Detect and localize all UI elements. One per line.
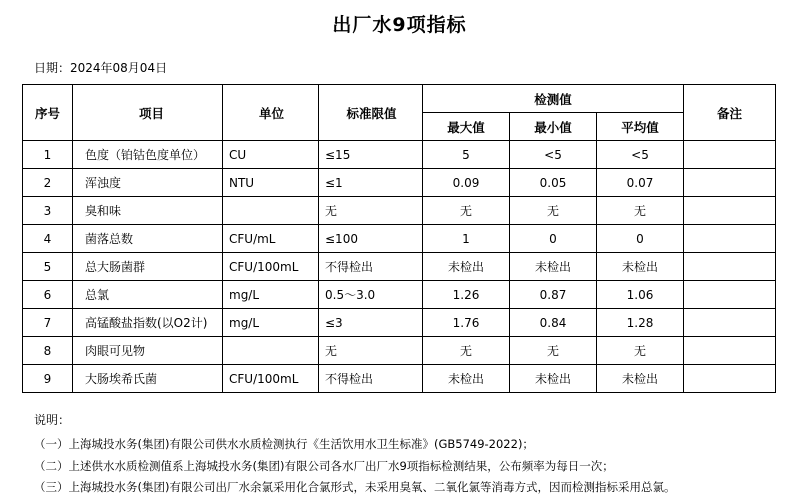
cell-limit: 0.5～3.0 [319,281,423,309]
document-page [0,10,799,501]
cell-remark [684,141,776,169]
header-measured-group: 检测值 [423,85,684,113]
cell-max: 0.09 [423,169,510,197]
table-row [23,365,776,393]
table-row [23,169,776,197]
cell-item: 臭和味 [73,197,223,225]
cell-seq: 6 [23,281,73,309]
cell-avg: 0 [597,225,684,253]
cell-remark [684,365,776,393]
note-line-2: （二）上述供水水质检测值系上海城投水务(集团)有限公司各水厂出厂水9项指标检测结果，公布频率为每日一次； [34,458,614,473]
cell-avg: <5 [597,141,684,169]
cell-min: 0.05 [510,169,597,197]
header-max: 最大值 [423,113,510,141]
note-line-1: （一）上海城投水务(集团)有限公司供水水质检测执行《生活饮用水卫生标准》(GB5749-2022)； [34,436,534,451]
cell-seq: 5 [23,253,73,281]
cell-min: 无 [510,337,597,365]
cell-seq: 3 [23,197,73,225]
table-header [23,85,776,141]
cell-max: 1.26 [423,281,510,309]
page-title: 出厂水9项指标 [332,14,467,36]
cell-avg: 0.07 [597,169,684,197]
header-remark: 备注 [684,85,776,141]
cell-limit: 不得检出 [319,253,423,281]
cell-avg: 1.28 [597,309,684,337]
cell-min: 未检出 [510,365,597,393]
table-row [23,253,776,281]
cell-max: 无 [423,197,510,225]
cell-remark [684,309,776,337]
cell-remark [684,337,776,365]
cell-unit: mg/L [223,281,319,309]
cell-limit: ≤3 [319,309,423,337]
cell-min: 未检出 [510,253,597,281]
cell-unit: CFU/100mL [223,253,319,281]
cell-unit: NTU [223,169,319,197]
cell-avg: 无 [597,337,684,365]
cell-unit [223,197,319,225]
cell-item: 菌落总数 [73,225,223,253]
cell-min: 无 [510,197,597,225]
cell-max: 1.76 [423,309,510,337]
cell-unit: mg/L [223,309,319,337]
cell-limit: ≤15 [319,141,423,169]
report-date: 日期：2024年08月04日 [34,61,168,75]
table-body [23,141,776,393]
cell-remark [684,253,776,281]
cell-remark [684,197,776,225]
header-min: 最小值 [510,113,597,141]
table-row [23,337,776,365]
cell-remark [684,281,776,309]
cell-limit: 无 [319,197,423,225]
cell-unit: CU [223,141,319,169]
cell-item: 肉眼可见物 [73,337,223,365]
cell-remark [684,169,776,197]
cell-unit: CFU/mL [223,225,319,253]
cell-max: 5 [423,141,510,169]
cell-seq: 4 [23,225,73,253]
cell-item: 总氯 [73,281,223,309]
cell-item: 色度（铂钴色度单位） [73,141,223,169]
cell-min: <5 [510,141,597,169]
table-row [23,197,776,225]
cell-max: 未检出 [423,253,510,281]
cell-min: 0.84 [510,309,597,337]
cell-max: 无 [423,337,510,365]
cell-avg: 无 [597,197,684,225]
table-row [23,309,776,337]
table-header-row-1 [23,85,776,113]
cell-avg: 1.06 [597,281,684,309]
cell-min: 0 [510,225,597,253]
cell-seq: 9 [23,365,73,393]
table-row [23,141,776,169]
cell-limit: ≤100 [319,225,423,253]
cell-limit: ≤1 [319,169,423,197]
cell-seq: 8 [23,337,73,365]
header-avg: 平均值 [597,113,684,141]
table-row [23,225,776,253]
cell-remark [684,225,776,253]
cell-max: 1 [423,225,510,253]
water-quality-table [22,84,776,393]
cell-limit: 不得检出 [319,365,423,393]
cell-max: 未检出 [423,365,510,393]
header-unit: 单位 [223,85,319,141]
cell-item: 浑浊度 [73,169,223,197]
note-line-3: （三）上海城投水务(集团)有限公司出厂水余氯采用化合氯形式，未采用臭氧、二氧化氯等消毒方式，因而检测指标采用总氯。 [34,480,676,495]
cell-item: 总大肠菌群 [73,253,223,281]
cell-seq: 1 [23,141,73,169]
cell-limit: 无 [319,337,423,365]
cell-unit [223,337,319,365]
notes-section [34,409,799,499]
cell-seq: 2 [23,169,73,197]
cell-avg: 未检出 [597,365,684,393]
header-limit: 标准限值 [319,85,423,141]
header-seq: 序号 [23,85,73,141]
cell-seq: 7 [23,309,73,337]
notes-title: 说明： [34,413,71,427]
table-row [23,281,776,309]
cell-min: 0.87 [510,281,597,309]
cell-avg: 未检出 [597,253,684,281]
cell-item: 高锰酸盐指数(以O2计) [73,309,223,337]
header-item: 项目 [73,85,223,141]
cell-unit: CFU/100mL [223,365,319,393]
cell-item: 大肠埃希氏菌 [73,365,223,393]
